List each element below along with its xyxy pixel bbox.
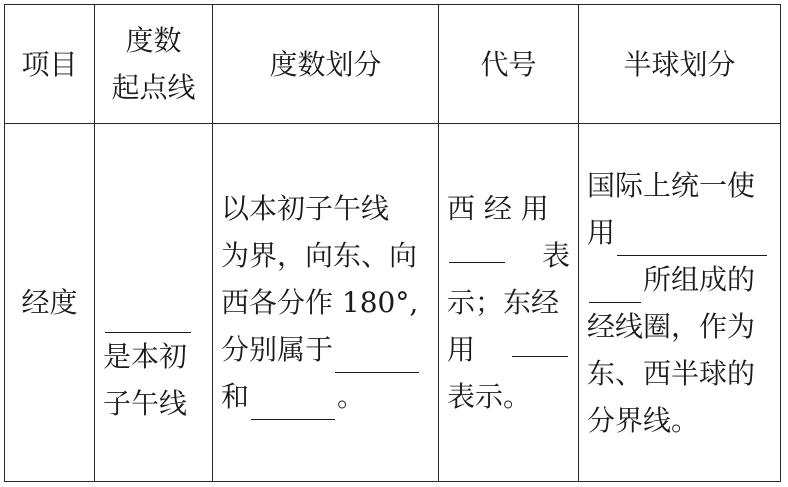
header-code: 代号 xyxy=(439,5,579,124)
longitude-table xyxy=(4,4,781,482)
code-blank-1[interactable] xyxy=(449,232,505,263)
code-line-5: 表示。 xyxy=(447,380,532,413)
header-item: 项目 xyxy=(5,5,95,124)
header-start-line-2: 起点线 xyxy=(111,71,196,104)
longitude-row xyxy=(5,124,781,482)
start-line-tail-2: 子午线 xyxy=(103,387,188,420)
division-blank-1[interactable] xyxy=(335,342,419,373)
hemi-line-5: 东、西半球的 xyxy=(587,356,756,390)
header-hemisphere: 半球划分 xyxy=(579,5,781,124)
row-item: 经度 xyxy=(5,124,95,482)
code-line-3: 示；东经 xyxy=(447,286,560,319)
start-line-blank[interactable] xyxy=(103,286,204,333)
division-line-3: 西各分作 180°, xyxy=(221,286,419,319)
header-division: 度数划分 xyxy=(213,5,439,124)
row-division xyxy=(213,124,439,482)
code-line-4: 用 xyxy=(447,326,570,373)
code-line-2: 表 xyxy=(447,232,570,279)
hemi-line-3: 所组成的 xyxy=(587,256,772,303)
hemi-blank-1[interactable] xyxy=(617,225,767,256)
division-line-1: 以本初子午线 xyxy=(221,192,390,225)
header-start-line-1: 度数 xyxy=(125,24,182,57)
hemi-line-1: 国际上统一使 xyxy=(587,168,756,202)
code-line-1: 西 经 用 xyxy=(447,192,549,225)
header-row xyxy=(5,5,781,124)
hemi-line-2: 用 xyxy=(587,209,772,256)
hemi-blank-2[interactable] xyxy=(589,272,641,303)
code-blank-2[interactable] xyxy=(512,326,568,357)
division-line-4: 分别属于 xyxy=(221,326,430,373)
division-line-5: 和 。 xyxy=(221,373,430,420)
hemi-line-6: 分界线。 xyxy=(587,403,700,437)
row-code xyxy=(439,124,579,482)
start-line-tail-1: 是本初 xyxy=(103,340,188,373)
row-start-line xyxy=(95,124,213,482)
hemi-line-4: 经线圈，作为 xyxy=(587,309,756,343)
row-hemisphere xyxy=(579,124,781,482)
header-start-line xyxy=(95,5,213,124)
division-blank-2[interactable] xyxy=(251,389,335,420)
division-line-2: 为界，向东、向 xyxy=(221,239,418,272)
